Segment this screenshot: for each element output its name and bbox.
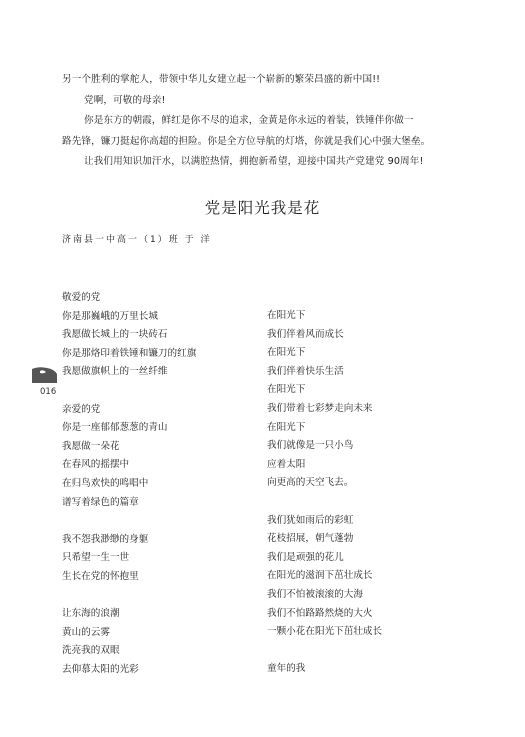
poem-line: 我们是顽强的花儿: [267, 551, 344, 563]
poem-line: 我们不怕路路然烧的大火: [267, 607, 373, 619]
poem-line: 我们带着七彩梦走向未来: [267, 403, 373, 414]
poem-line: 你是那烙印着铁锤和镰刀的红旗: [62, 347, 197, 359]
poem-line: 黄山的云雾: [62, 626, 110, 638]
poem-line: 在阳光的滋润下茁壮成长: [267, 570, 373, 582]
poem-line: 童年的我: [267, 663, 306, 675]
poem-line: 在阳光下: [267, 384, 306, 396]
prose-line: 你是东方的朝霞，鲜红是你不尽的追求，金黄是你永远的着装，铁锤伴你做一: [84, 115, 414, 126]
poem-line: 亲爱的党: [62, 403, 101, 415]
poem-line: 去仰慕太阳的光彩: [62, 664, 139, 675]
poem-line: 我们就像是一只小鸟: [267, 440, 354, 452]
poem-line: 你是一座郁郁葱葱的青山: [62, 422, 168, 434]
poem-line: 我愿做旗帜上的一丝纤维: [62, 366, 168, 378]
page-corner-tab-icon: [32, 366, 57, 383]
prose-line: 另一个胜利的掌舵人，带领中华儿女建立起一个崭新的繁荣昌盛的新中国!!: [62, 74, 381, 85]
poem-line: 花枝招展，朝气蓬勃: [267, 533, 354, 545]
poem-line: 我们犹如雨后的彩虹: [267, 514, 354, 526]
poem-line: 在阳光下: [267, 421, 306, 433]
poem-line: 我愿做一朵花: [62, 440, 120, 452]
poem-line: 你是那巍峨的万里长城: [62, 310, 158, 322]
poem-line: 我们不怕被滚滚的大海: [267, 589, 363, 600]
poem-line: 在阳光下: [267, 347, 306, 359]
poem-line: 我不怨我渺缈的身躯: [62, 533, 149, 545]
poem-line: 只希望一生一世: [62, 552, 130, 564]
poem-line: 应着太阳: [267, 458, 306, 470]
prose-line: 党啊，可敬的母亲!: [84, 94, 166, 106]
poem-line: 向更高的天空飞去。: [267, 477, 354, 489]
poem-line: 敬爱的党: [62, 292, 101, 303]
prose-section: [62, 70, 462, 173]
poem-line: 一颗小花在阳光下茁壮成长: [267, 626, 383, 638]
poem-line: 在春风的摇摆中: [62, 459, 130, 471]
prose-line: 让我们用知识加汗水，以满腔热情，拥抱新希望，迎接中国共产党建党 90周年!: [84, 156, 424, 167]
poem-byline: 济南县一中高一（1）班 于 洋: [62, 235, 212, 245]
prose-line: 路先锋，镰刀挺起你高超的担险。你是全方位导航的灯塔，你就是我们心中强大堡垒。: [62, 135, 431, 147]
poem-line: 我们伴着快乐生活: [267, 365, 344, 377]
poem-line: 在归鸟欢快的鸣唱中: [62, 478, 149, 489]
poem-line: 生长在党的怀抱里: [62, 571, 139, 582]
page-number: 016: [40, 387, 57, 397]
poem-title: 党是阳光我是花: [204, 199, 321, 217]
poem-line: 我愿做长城上的一块砖石: [62, 329, 168, 341]
poem-line: 让东海的浪潮: [62, 608, 120, 620]
poem-line: 谱写着绿色的篇章: [62, 496, 139, 508]
poem-line: 我们伴着风而成长: [267, 328, 344, 340]
poem-line: 洗亮我的双眼: [62, 645, 120, 657]
poem-line: 在阳光下: [267, 310, 306, 321]
